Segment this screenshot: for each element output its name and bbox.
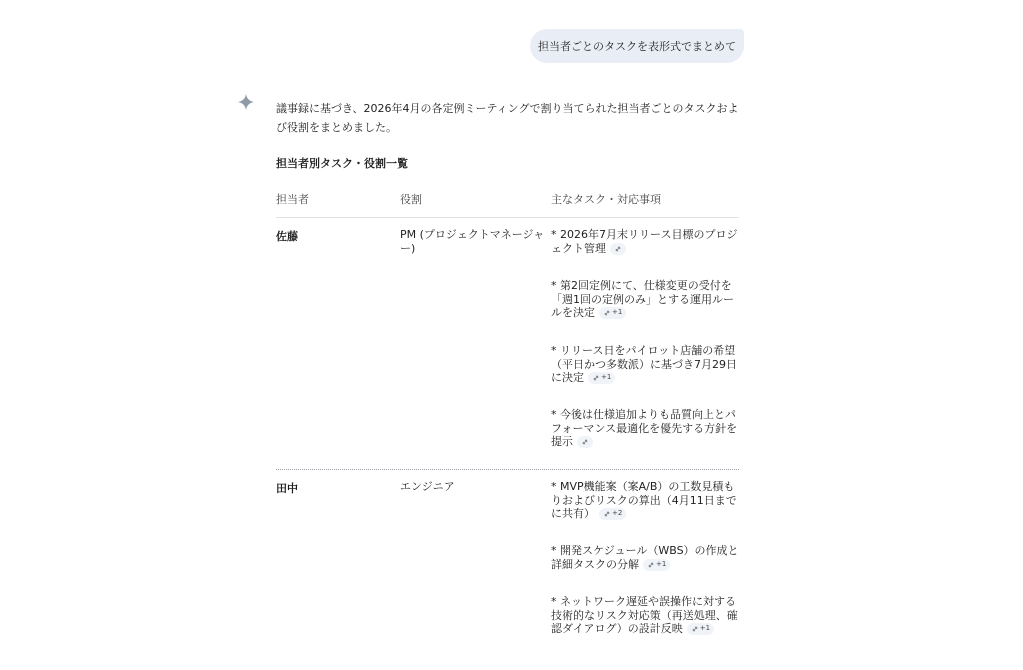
assignee-role: PM (プロジェクトマネージャー) bbox=[400, 228, 545, 255]
source-chip[interactable] bbox=[599, 307, 626, 319]
task-item bbox=[551, 344, 741, 385]
task-item bbox=[551, 279, 741, 320]
source-count: +2 bbox=[612, 509, 623, 518]
table-row bbox=[276, 218, 739, 470]
assignee-name: 田中 bbox=[276, 482, 298, 495]
sparkle-icon bbox=[237, 93, 255, 111]
header-role: 役割 bbox=[400, 193, 422, 206]
section-title: 担当者別タスク・役割一覧 bbox=[276, 157, 408, 170]
source-chip[interactable] bbox=[588, 372, 615, 384]
header-tasks: 主なタスク・対応事項 bbox=[551, 193, 661, 206]
link-icon bbox=[581, 438, 589, 446]
source-chip[interactable] bbox=[577, 436, 593, 448]
task-text: * リリース日をパイロット店舗の希望（平日かつ多数派）に基づき7月29日に決定 bbox=[551, 344, 737, 384]
table-row bbox=[276, 470, 739, 670]
link-icon bbox=[647, 561, 655, 569]
source-chip[interactable] bbox=[687, 623, 714, 635]
task-item bbox=[551, 480, 741, 521]
header-assignee: 担当者 bbox=[276, 193, 309, 206]
link-icon bbox=[603, 309, 611, 317]
source-count: +1 bbox=[656, 559, 667, 568]
task-item bbox=[551, 595, 741, 636]
task-text: * 第2回定例にて、仕様変更の受付を「週1回の定例のみ」とする運用ルールを決定 bbox=[551, 279, 734, 319]
task-text: * 開発スケジュール（WBS）の作成と詳細タスクの分解 bbox=[551, 544, 739, 571]
source-count: +1 bbox=[699, 624, 711, 633]
task-text: * MVP機能案（案A/B）の工数見積もりおよびリスクの算出（4月11日までに共有） bbox=[551, 480, 737, 520]
link-icon bbox=[603, 510, 611, 518]
source-count: +1 bbox=[601, 373, 612, 382]
task-item bbox=[551, 544, 741, 571]
user-message-bubble bbox=[530, 29, 744, 63]
table-header bbox=[276, 186, 739, 218]
source-chip[interactable] bbox=[643, 559, 670, 571]
task-text: * 2026年7月末リリース目標のプロジェクト管理 bbox=[551, 228, 738, 255]
assignee-name: 佐藤 bbox=[276, 230, 298, 243]
source-chip[interactable] bbox=[599, 508, 626, 520]
link-icon bbox=[614, 245, 622, 253]
task-item bbox=[551, 228, 741, 255]
link-icon bbox=[691, 625, 699, 633]
task-table bbox=[276, 186, 739, 670]
source-count: +1 bbox=[612, 308, 623, 317]
task-text: * 今後は仕様追加よりも品質向上とパフォーマンス最適化を優先する方針を提示 bbox=[551, 408, 738, 448]
source-chip[interactable] bbox=[610, 243, 626, 255]
user-message-text: 担当者ごとのタスクを表形式でまとめて bbox=[538, 40, 736, 53]
assignee-role: エンジニア bbox=[400, 480, 455, 493]
task-item bbox=[551, 408, 741, 449]
link-icon bbox=[592, 374, 600, 382]
response-intro: 議事録に基づき、2026年4月の各定例ミーティングで割り当てられた担当者ごとのタスクおよび役割をまとめました。 bbox=[276, 102, 739, 134]
task-text: * ネットワーク遅延や誤操作に対する技術的なリスク対応策（再送処理、確認ダイアログ）の設計反映 bbox=[551, 595, 738, 635]
